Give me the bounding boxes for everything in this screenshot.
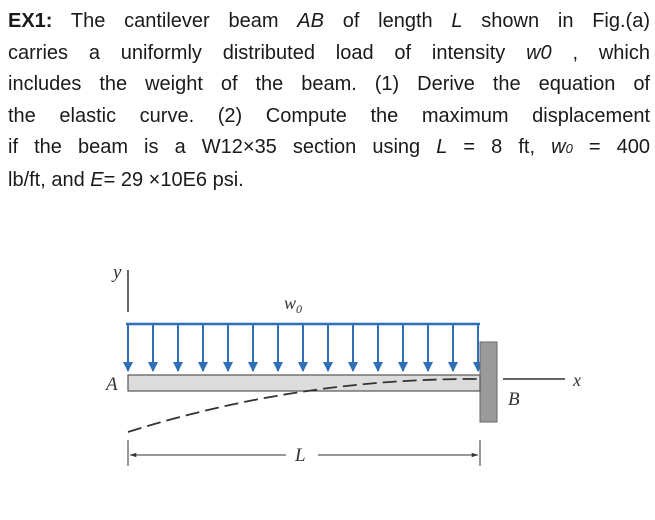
fixed-wall: [480, 342, 497, 422]
beam: [128, 375, 480, 391]
text-segment: = 29 ×10E6 psi.: [103, 168, 244, 191]
problem-label: EX1:: [8, 10, 53, 32]
x-axis-label: x: [573, 370, 581, 390]
beam-name: AB: [297, 10, 324, 32]
length-symbol: L: [436, 136, 448, 158]
text-segment: lb/ft, and: [8, 168, 91, 191]
text-segment: = 8 ft,: [447, 136, 552, 158]
length-symbol: L: [451, 10, 463, 32]
modulus-symbol: E: [90, 168, 104, 191]
point-a-label: A: [106, 374, 118, 395]
text-segment: if the beam is a W12×35 section using: [8, 136, 437, 158]
text-segment: The cantilever beam: [70, 10, 298, 32]
text-segment: of length: [323, 10, 452, 32]
load-symbol: w0: [526, 41, 552, 64]
load-symbol: w: [551, 136, 566, 158]
problem-line-4: the elastic curve. (2) Compute the maximum displacement: [8, 104, 650, 127]
problem-line-3: includes the weight of the beam. (1) Derive the equation of: [8, 73, 650, 95]
point-b-label: B: [508, 389, 520, 410]
length-dimension-label: L: [295, 445, 306, 466]
text-segment: carries a uniformly distributed load of intensity: [8, 41, 527, 64]
load-subscript: 0: [565, 141, 573, 156]
distributed-load-arrows: [128, 324, 478, 371]
text-segment: shown in Fig.(a): [462, 10, 650, 32]
load-label: $w_0$: [284, 293, 303, 316]
text-segment: = 400: [572, 136, 650, 158]
text-segment: , which: [551, 41, 650, 64]
y-axis-label: y: [113, 262, 122, 283]
